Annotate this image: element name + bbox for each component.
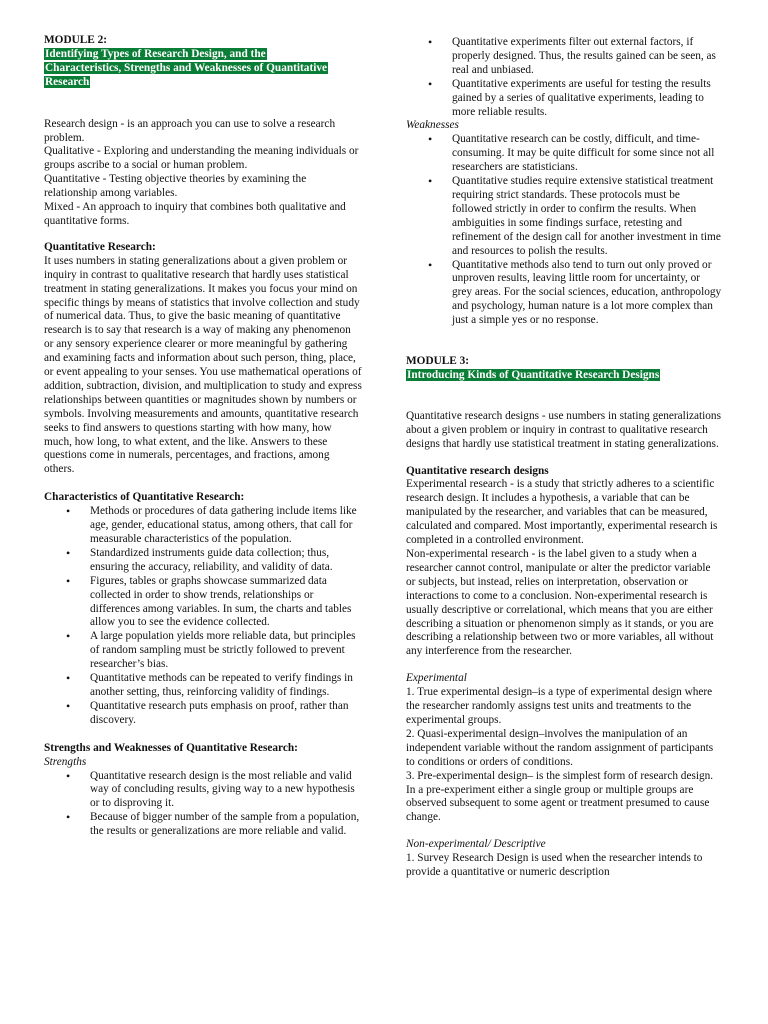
- definition-qualitative: Qualitative - Exploring and understanding the meaning individuals or groups ascribe to a social or human problem.: [44, 145, 359, 172]
- characteristics-heading: Characteristics of Quantitative Research:: [44, 491, 245, 504]
- definition-mixed: Mixed - An approach to inquiry that combines both qualitative and quantitative forms.: [44, 201, 346, 227]
- weaknesses-list: [406, 133, 722, 328]
- experimental-item: 2. Quasi-experimental design–involves the manipulation of an independent variable without the random assignment of participants to conditions or orders of conditions.: [406, 727, 714, 768]
- definition-research-design: Research design - is an approach you can use to solve a research problem.: [44, 117, 336, 144]
- experimental-item: 3. Pre-experimental design– is the simplest form of research design. In a pre-experiment either a single group or multiple groups are observed subsequent to some agent or treatment presumed to cause change.: [406, 769, 714, 824]
- experimental-research-definition: Experimental research - is a study that strictly adheres to a scientific research design. It includes a hypothesis, a variable that can be manipulated by the researcher, and variables that can be measured, calculated and compared. Most importantly, experimental research is completed in a controlled environment.: [406, 478, 718, 547]
- list-item: • Quantitative research can be costly, difficult, and time-consuming. It may be quite difficult for some since not all researchers are statisticians.: [406, 133, 722, 175]
- module3-title: Introducing Kinds of Quantitative Research Designs: [407, 368, 660, 381]
- module3-label: MODULE 3:: [406, 355, 470, 368]
- module2-title: Identifying Types of Research Design, and the Characteristics, Strengths and Weaknesses of Quantitative Research: [45, 47, 328, 88]
- module2-label: MODULE 2:: [44, 34, 108, 46]
- list-item: • Standardized instruments guide data collection; thus, ensuring the accuracy, reliability, and validity of data.: [44, 547, 362, 575]
- list-item: • Because of bigger number of the sample from a population, the results or generalizations are more reliable and valid.: [44, 811, 362, 839]
- weaknesses-label: Weaknesses: [406, 119, 459, 132]
- strengths-list: [44, 770, 362, 840]
- nonexperimental-item: 1. Survey Research Design is used when the researcher intends to provide a quantitative or numeric description: [406, 852, 703, 879]
- list-item: • Quantitative research design is the most reliable and valid way of concluding results, giving way to a new hypothesis or to disproving it.: [44, 770, 362, 812]
- designs-heading: Quantitative research designs: [406, 464, 549, 477]
- list-item: • Quantitative research puts emphasis on proof, rather than discovery.: [44, 700, 362, 728]
- strengths-label: Strengths: [44, 755, 87, 768]
- designs-paragraph: Quantitative research designs - use numbers in stating generalizations about a given problem or inquiry in contrast to qualitative research designs that hardly use statistical treatment in stating generalizations.: [406, 409, 721, 450]
- list-item: • Quantitative experiments filter out external factors, if properly designed. Thus, the results gained can be seen, as real and unbiased.: [406, 36, 722, 78]
- list-item: • Quantitative studies require extensive statistical treatment requiring strict standards. These protocols must be followed strictly in order to confirm the results. When ambiguities in some findings surface, retesting and refinement of the design call for another investment in time and resources to polish the results.: [406, 175, 722, 258]
- right-column: [406, 36, 722, 880]
- strengths-list-continued: [406, 36, 722, 119]
- list-item: • A large population yields more reliable data, but principles of random sampling must be strictly followed to prevent researcher’s bias.: [44, 630, 362, 672]
- list-item: • Figures, tables or graphs showcase summarized data collected in order to show trends, relationships or differences among variables. In sum, the charts and tables allow you to see the evidence collected.: [44, 575, 362, 631]
- quantitative-research-heading: Quantitative Research:: [44, 240, 156, 253]
- quantitative-research-paragraph: It uses numbers in stating generalizations about a given problem or inquiry in contrast to qualitative research that hardly uses statistical treatment in stating generalizations. It makes you focus your mind on specific things by means of statistics that involve collection and study of numerical data. Thus, to give the basic meaning of quantitative research is to say that research is a way of making any phenomenon or any sensory experience clearer or more meaningful by gathering and examining facts and information about such person, thing, place, or event appealing to your senses. You use mathematical operations of addition, subtraction, division, and multiplication to study and express relationships between quantities or magnitudes shown by numbers or symbols. Involving measurements and amounts, quantitative research seeks to find answers to questions starting with how many, how much, how long, to what extent, and the like. Answers to these questions come in numerals, percentages, and fractions, among others.: [44, 254, 362, 476]
- module3-title-line: [406, 369, 722, 383]
- strengths-weaknesses-heading: Strengths and Weaknesses of Quantitative Research:: [44, 741, 298, 754]
- experimental-item: 1. True experimental design–is a type of experimental design where the researcher randomly assigns test units and treatments to the experimental groups.: [406, 686, 713, 726]
- list-item: • Methods or procedures of data gathering include items like age, gender, educational status, among others, that call for measurable characteristics of the population.: [44, 505, 362, 547]
- list-item: • Quantitative experiments are useful for testing the results gained by a series of qualitative experiments, leading to more reliable results.: [406, 78, 722, 120]
- list-item: • Quantitative methods also tend to turn out only proved or unproven results, leaving little room for uncertainty, or grey areas. For the social sciences, education, anthropology and psychology, human nature is a lot more complex than just a simple yes or no response.: [406, 259, 722, 329]
- nonexperimental-research-definition: Non-experimental research - is the label given to a study when a researcher cannot control, manipulate or alter the predictor variable or subjects, but instead, relies on interpretation, observation or interactions to come to a conclusion. Non-experimental research is usually descriptive or correlational, which means that you are either describing a situation or phenomenon simply as it stands, or you are describing a relationship between two or more variables, all without any interference from the researcher.: [406, 548, 714, 658]
- module2-title-line: [44, 48, 344, 90]
- definition-quantitative: Quantitative - Testing objective theories by examining the relationship among variables.: [44, 173, 307, 200]
- list-item: • Quantitative methods can be repeated to verify findings in another setting, thus, reinforcing validity of findings.: [44, 672, 362, 700]
- experimental-label: Experimental: [406, 672, 467, 685]
- left-column: [44, 34, 362, 839]
- characteristics-list: [44, 505, 362, 728]
- nonexperimental-label: Non-experimental/ Descriptive: [406, 838, 546, 851]
